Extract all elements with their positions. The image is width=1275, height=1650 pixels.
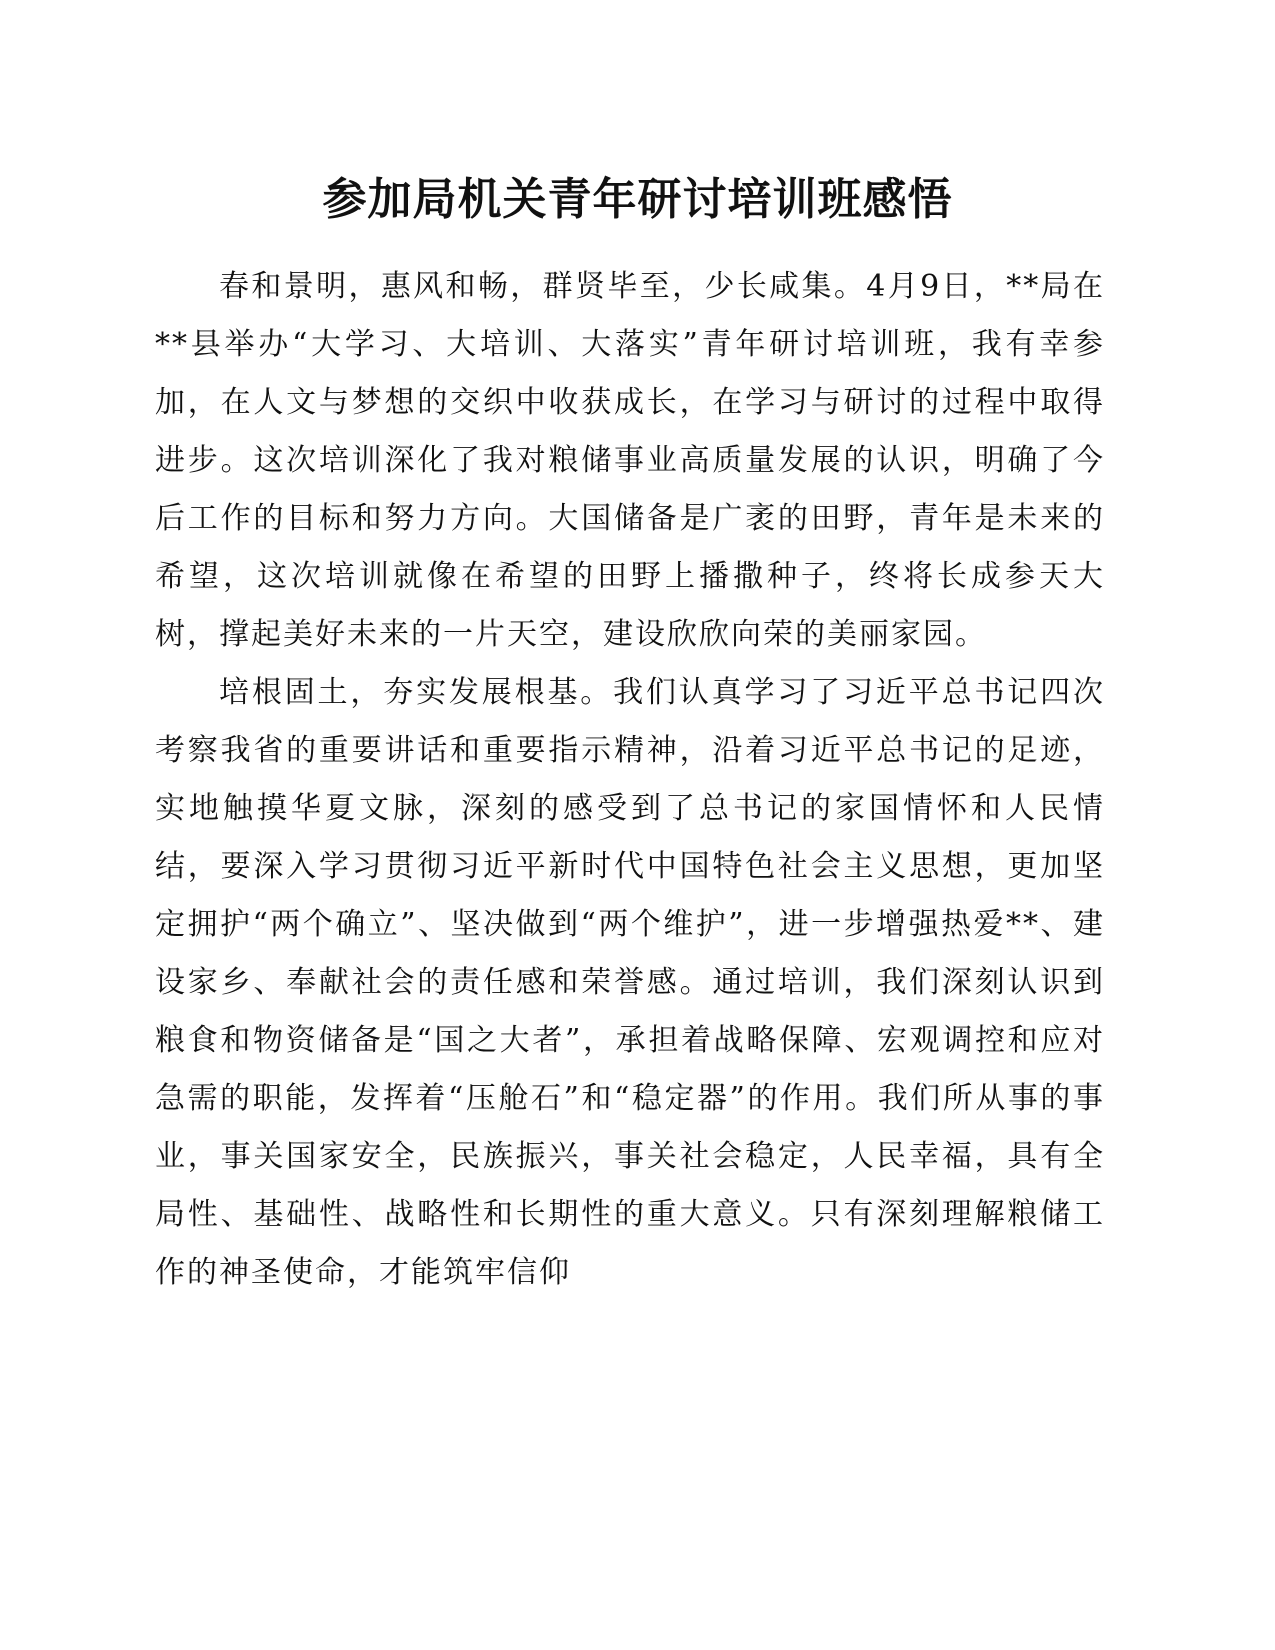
- document-body: [155, 258, 1105, 1302]
- paragraph-2: 培根固土，夯实发展根基。我们认真学习了习近平总书记四次考察我省的重要讲话和重要指示精神，沿着习近平总书记的足迹，实地触摸华夏文脉，深刻的感受到了总书记的家国情怀和人民情结，要深入学习贯彻习近平新时代中国特色社会主义思想，更加坚定拥护“两个确立”、坚决做到“两个维护”，进一步增强热爱**、建设家乡、奉献社会的责任感和荣誉感。通过培训，我们深刻认识到粮食和物资储备是“国之大者”，承担着战略保障、宏观调控和应对急需的职能，发挥着“压舱石”和“稳定器”的作用。我们所从事的事业，事关国家安全，民族振兴，事关社会稳定，人民幸福，具有全局性、基础性、战略性和长期性的重大意义。只有深刻理解粮储工作的神圣使命，才能筑牢信仰: [155, 675, 1105, 1290]
- document-title: 参加局机关青年研讨培训班感悟: [322, 174, 953, 225]
- paragraph-1: 春和景明，惠风和畅，群贤毕至，少长咸集。4月9日，**局在**县举办“大学习、大培训、大落实”青年研讨培训班，我有幸参加，在人文与梦想的交织中收获成长，在学习与研讨的过程中取得进步。这次培训深化了我对粮储事业高质量发展的认识，明确了今后工作的目标和努力方向。大国储备是广袤的田野，青年是未来的希望，这次培训就像在希望的田野上播撒种子，终将长成参天大树，撑起美好未来的一片天空，建设欣欣向荣的美丽家园。: [155, 269, 1105, 652]
